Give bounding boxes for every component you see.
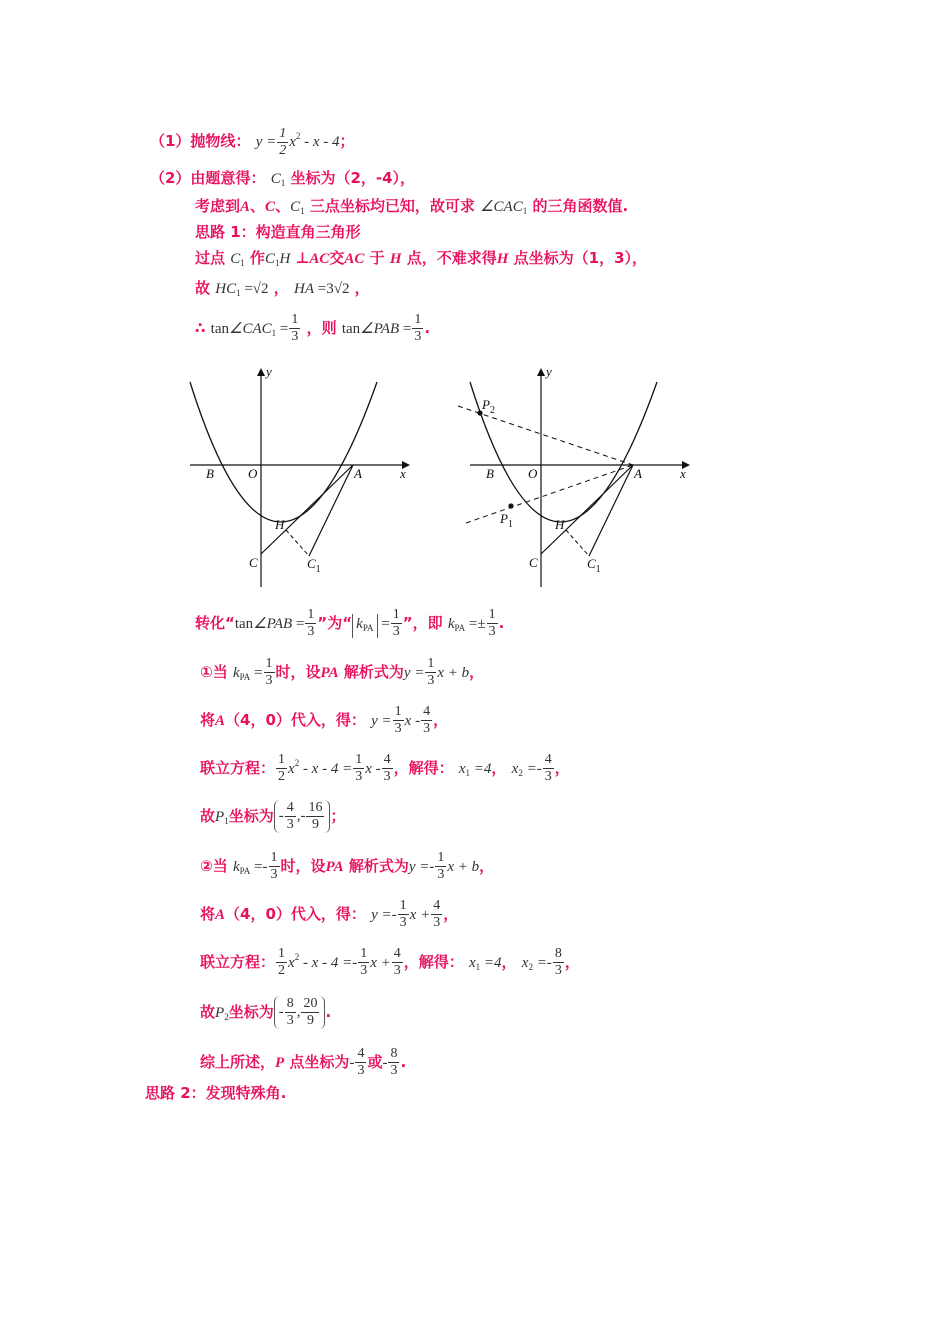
text: 考虑到	[195, 197, 241, 215]
text: 解析式为	[348, 857, 409, 875]
text: ②当	[200, 857, 228, 875]
text: 或	[367, 1053, 383, 1071]
text: 故	[200, 1003, 216, 1021]
point-b-label: B	[206, 466, 214, 481]
text: （4，0）代入，得：	[225, 905, 366, 923]
text: 故	[195, 279, 211, 297]
heading-approach-1: 思路 1：构造直角三角形	[195, 223, 361, 241]
point-a-label: A	[634, 466, 642, 481]
line-4	[195, 222, 361, 242]
text: 坐标为（2，-4），	[290, 169, 416, 187]
origin-label: O	[248, 466, 258, 481]
text: 转化“	[195, 614, 235, 632]
line-18	[145, 1083, 286, 1103]
text: ∴	[195, 319, 206, 337]
text: 坐标为	[228, 807, 274, 825]
y-label: y	[266, 364, 272, 379]
text: 点，不难求得	[406, 249, 497, 267]
text: 解析式为	[343, 663, 404, 681]
line-17: 综上所述，P 点坐标为- $\frac{4}{3}$ 或- $\frac{8}{3}$ .	[200, 1046, 407, 1078]
text: 过点	[195, 249, 226, 267]
line-8: 转化“tan∠PAB = $\frac{1}{3}$ ”为“ $k_{PA}$ = $\frac{1}{3}$ ”，即 $k_{PA}$ =± $\frac{1}{3}$ .	[195, 607, 505, 639]
point-p1-label: $P_1$	[500, 511, 513, 530]
text: 联立方程：	[200, 953, 276, 971]
point-h-label: H	[555, 517, 565, 532]
text: 时，设	[280, 857, 326, 875]
text: 将	[200, 711, 216, 729]
text: 的三角函数值.	[532, 197, 629, 215]
point-a-label: A	[354, 466, 362, 481]
line-7: ∴ $\tan\angle CAC_1$ = $\frac{1}{3}$ ，则 tan∠PAB = $\frac{1}{3}$ .	[195, 312, 431, 344]
point-h-label: H	[275, 517, 285, 532]
text: 点坐标为（1，3），	[513, 249, 648, 267]
text: 时，设	[275, 663, 321, 681]
line-13: ②当 $k_{PA}$ =- $\frac{1}{3}$ 时，设PA 解析式为y =- $\frac{1}{3}$ x + b，	[200, 850, 495, 882]
line-9: ①当 $k_{PA}$ = $\frac{1}{3}$ 时，设PA 解析式为y = $\frac{1}{3}$ x + b，	[200, 656, 485, 688]
text: 三点坐标均已知，故可求	[309, 197, 475, 215]
text: 综上所述，	[200, 1053, 276, 1071]
text: ，解得：	[403, 953, 464, 971]
text: （4，0）代入，得：	[225, 711, 366, 729]
point-c-label: C	[529, 555, 538, 570]
origin-label: O	[528, 466, 538, 481]
formula-parabola: y = $\frac{1}{2}$ $x^2$ - x - 4	[255, 126, 340, 159]
line-11: 联立方程： $\frac{1}{2}$ $x^2$ - x - 4 = $\frac{1}{3}$ x - $\frac{4}{3}$ ，解得： $x_1 =4$， $x_2$ =- $\frac{4}{3}$ ，	[200, 752, 570, 784]
line-2	[150, 168, 415, 193]
angle-cac1: $\angle CAC_1$	[480, 199, 528, 216]
text: ①当	[200, 663, 228, 681]
text: 联立方程：	[200, 759, 276, 777]
point-p2-label: $P_2$	[482, 397, 495, 416]
line-1: （1）抛物线： y = $\frac{1}{2}$ $x^2$ - x - 4；	[150, 126, 355, 159]
text: 点坐标为	[289, 1053, 350, 1071]
line-14: 将A（4，0）代入，得： y =- $\frac{1}{3}$ x + $\frac{4}{3}$ ，	[200, 898, 459, 930]
symbol-c1: $C_1$	[270, 171, 286, 188]
line-16: 故$P_2$坐标为 - $\frac{8}{3}$ , $\frac{20}{9}$ .	[200, 996, 332, 1028]
line-3: 考虑到A、C、$C_1$ 三点坐标均已知，故可求 $\angle CAC_1$ 的三角函数值.	[195, 197, 629, 216]
text: 交	[329, 249, 345, 267]
x-label: x	[680, 466, 686, 481]
text: ”为“	[317, 614, 353, 632]
line-15: 联立方程： $\frac{1}{2}$ $x^2$ - x - 4 =- $\frac{1}{3}$ x + $\frac{4}{3}$ ，解得： $x_1 =4$， $x_2$ =- $\frac{8}{3}$ ，	[200, 946, 580, 978]
point-c-label: C	[249, 555, 258, 570]
figure-2-parabola	[450, 362, 700, 587]
text: 将	[200, 905, 216, 923]
point-c1-label: $C_1$	[587, 556, 601, 575]
x-label: x	[400, 466, 406, 481]
text: ，则	[306, 319, 337, 337]
line-10: 将A（4，0）代入，得： y = $\frac{1}{3}$ x - $\frac{4}{3}$ ，	[200, 704, 449, 736]
heading-approach-2: 思路 2：发现特殊角.	[145, 1084, 287, 1102]
figure-1-parabola	[180, 362, 420, 587]
text: （1）抛物线：	[150, 132, 251, 150]
text: （2）由题意得：	[150, 169, 266, 187]
text: 故	[200, 807, 216, 825]
y-label: y	[546, 364, 552, 379]
text: ”，即	[402, 614, 443, 632]
line-12: 故$P_1$坐标为 - $\frac{4}{3}$ ,- $\frac{16}{9}$ ；	[200, 800, 346, 832]
text: 坐标为	[228, 1003, 274, 1021]
point-c1-label: $C_1$	[307, 556, 321, 575]
line-5: 过点 $C_1$ 作$C_1H$ ⊥AC交AC 于 H 点，不难求得H 点坐标为（1，3），	[195, 249, 648, 268]
text: 于	[369, 249, 385, 267]
text: 作	[250, 249, 266, 267]
line-6: 故 $HC_1 =√2$ ， HA =3√2 ，	[195, 279, 370, 298]
text: ，解得：	[393, 759, 454, 777]
point-b-label: B	[486, 466, 494, 481]
